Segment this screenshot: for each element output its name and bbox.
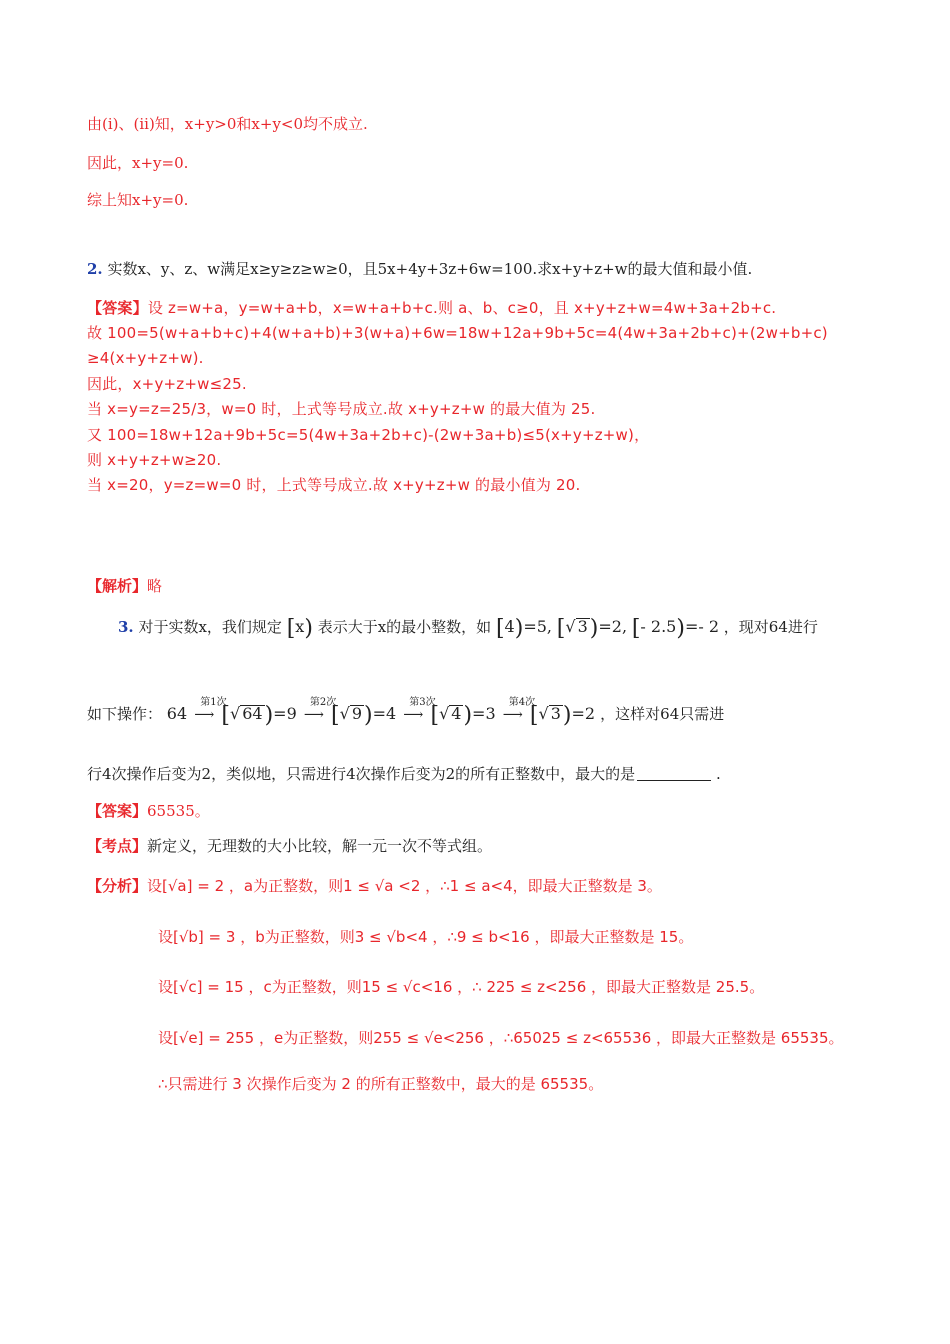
question-2-text: 实数x、y、z、w满足x≥y≥z≥w≥0，且5x+4y+3z+6w=100.求x+y+z+w的最大值和最小值. (107, 260, 753, 278)
q2-explanation: 【解析】略 (87, 577, 163, 595)
question-3-number: 3. (118, 618, 134, 636)
q2-answer-label: 【答案】 (87, 299, 148, 317)
q2-answer-line-7: 则 x+y+z+w≥20. (87, 451, 222, 469)
q2-answer-line-8: 当 x=20，y=z=w=0 时，上式等号成立.故 x+y+z+w 的最小值为 20. (87, 476, 581, 494)
q3-topic-label: 【考点】 (87, 837, 148, 855)
question-2-number: 2. (87, 260, 103, 278)
q3-analysis-line-4: 设[√e] = 255 ，e为正整数，则255 ≤ √e<256 ，∴65025 ≤ z<65536 ，即最大正整数是 65535。 (158, 1029, 844, 1047)
example-ceil-neg: [- 2.5)=- 2 (631, 616, 720, 641)
q2-explanation-label: 【解析】 (87, 577, 148, 595)
q2-answer-line-3: ≥4(x+y+z+w). (87, 349, 204, 367)
q3-topic: 【考点】新定义，无理数的大小比较，解一元一次不等式组。 (87, 837, 493, 855)
q2-answer-line-1: 【答案】设 z=w+a，y=w+a+b，x=w+a+b+c.则 a、b、c≥0，且 x+y+z+w=4w+3a+2b+c. (87, 299, 777, 317)
answer-blank[interactable] (637, 766, 711, 781)
q3-analysis-label: 【分析】 (87, 877, 148, 895)
example-ceil-sqrt3: [√ 3)=2, (556, 616, 628, 641)
question-3-line-1: 3. 对于实数x，我们规定 [x) 表示大于x的最小整数，如 [4)=5, [√ 3)=2, [- 2.5)=- 2 ，现对64进行 (118, 616, 818, 641)
example-ceil-4: [4)=5, (495, 616, 552, 641)
q3-analysis-line-3: 设[√c] = 15 ，c为正整数，则15 ≤ √c<16 ，∴ 225 ≤ z<256 ，即最大正整数是 25.5。 (158, 978, 765, 996)
q3-answer: 【答案】65535。 (87, 802, 210, 820)
question-2 (87, 258, 752, 280)
question-3-line-2: 如下操作： 64 ⟶ 第1次 [√ 64)=9 ⟶ 第2次 [√ 9)=4 ⟶ 第3次 [√ 4)=3 ⟶ 第4次 [√ 3)=2 ，这样对64只需进 (87, 697, 725, 728)
conclusion-line-2: 因此，x+y=0. (87, 154, 189, 172)
q2-answer-line-2: 故 100=5(w+a+b+c)+4(w+a+b)+3(w+a)+6w=18w+12a+9b+5c=4(4w+3a+2b+c)+(2w+b+c) (87, 324, 828, 342)
q3-analysis-line-1: 【分析】设[√a] = 2 ，a为正整数，则1 ≤ √a <2 ，∴1 ≤ a<4，即最大正整数是 3。 (87, 877, 662, 895)
q2-answer-line-4: 因此，x+y+z+w≤25. (87, 375, 247, 393)
operation-chain: 64 ⟶ 第1次 [√ 64)=9 ⟶ 第2次 [√ 9)=4 ⟶ 第3次 [√ 4)=3 ⟶ 第4次 [√ 3)=2 (166, 697, 596, 728)
question-3-line-3: 行4次操作后变为2，类似地，只需进行4次操作后变为2的所有正整数中，最大的是 . (87, 765, 721, 783)
q3-answer-label: 【答案】 (87, 802, 148, 820)
conclusion-line-1: 由(i)、(ii)知，x+y>0和x+y<0均不成立. (87, 115, 368, 133)
conclusion-line-3: 综上知x+y=0. (87, 191, 189, 209)
q3-analysis-line-2: 设[√b] = 3 ，b为正整数，则3 ≤ √b<4 ，∴9 ≤ b<16 ，即最大正整数是 15。 (158, 928, 694, 946)
q2-answer-line-6: 又 100=18w+12a+9b+5c=5(4w+3a+2b+c)-(2w+3a+b)≤5(x+y+z+w)， (87, 426, 650, 444)
q2-answer-line-5: 当 x=y=z=25/3，w=0 时，上式等号成立.故 x+y+z+w 的最大值为 25. (87, 400, 596, 418)
q3-analysis-line-5: ∴只需进行 3 次操作后变为 2 的所有正整数中，最大的是 65535。 (158, 1075, 604, 1093)
